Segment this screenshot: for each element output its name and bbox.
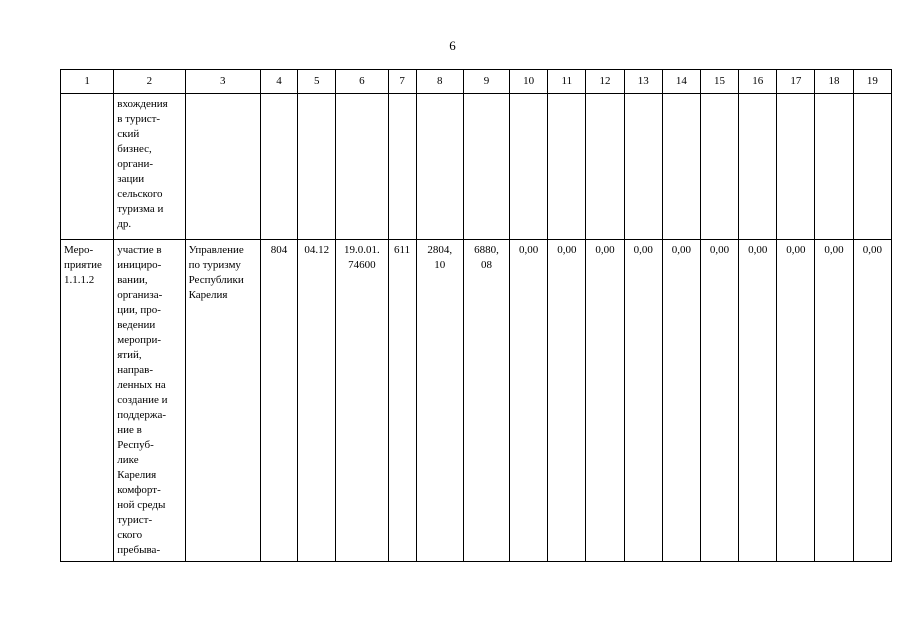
column-header: 4 — [260, 70, 297, 94]
column-header: 19 — [853, 70, 891, 94]
column-header: 9 — [463, 70, 509, 94]
column-header: 13 — [624, 70, 662, 94]
table-header-row — [61, 70, 892, 94]
table-cell: Меро- приятие 1.1.1.2 — [61, 240, 114, 562]
table-cell: 0,00 — [853, 240, 891, 562]
table-cell: 04.12 — [298, 240, 336, 562]
column-header: 1 — [61, 70, 114, 94]
table-row — [61, 240, 892, 562]
table-cell — [336, 94, 388, 240]
table-cell: 611 — [388, 240, 416, 562]
table-cell — [700, 94, 738, 240]
table-cell — [298, 94, 336, 240]
column-header: 10 — [510, 70, 548, 94]
table-cell — [739, 94, 777, 240]
column-header: 18 — [815, 70, 853, 94]
table-cell — [463, 94, 509, 240]
table-cell — [815, 94, 853, 240]
column-header: 17 — [777, 70, 815, 94]
table-cell: вхождения в турист- ский бизнес, органи- зации сельского туризма и др. — [114, 94, 185, 240]
table-cell — [777, 94, 815, 240]
table-cell: 19.0.01. 74600 — [336, 240, 388, 562]
table-cell — [61, 94, 114, 240]
table-row — [61, 94, 892, 240]
column-header: 8 — [416, 70, 463, 94]
table-cell — [662, 94, 700, 240]
column-header: 16 — [739, 70, 777, 94]
table-cell: 0,00 — [777, 240, 815, 562]
column-header: 7 — [388, 70, 416, 94]
column-header: 5 — [298, 70, 336, 94]
column-header: 3 — [185, 70, 260, 94]
table-cell: участие в инициро- вании, организа- ции, про- ведении меропри- ятий, направ- ленных на создание и поддержа- ние в Респуб- лике Карелия комфорт- ной среды турист- ского пребыва- — [114, 240, 185, 562]
column-header: 15 — [700, 70, 738, 94]
table-cell: 2804, 10 — [416, 240, 463, 562]
table-cell — [586, 94, 624, 240]
table-cell — [853, 94, 891, 240]
table-cell: 0,00 — [510, 240, 548, 562]
column-header: 14 — [662, 70, 700, 94]
table-cell — [416, 94, 463, 240]
page-number: 6 — [449, 38, 456, 53]
column-header: 11 — [548, 70, 586, 94]
table-cell — [388, 94, 416, 240]
budget-table — [60, 69, 892, 562]
table-cell: 0,00 — [662, 240, 700, 562]
column-header: 6 — [336, 70, 388, 94]
column-header: 2 — [114, 70, 185, 94]
table-cell: 6880, 08 — [463, 240, 509, 562]
table-cell — [260, 94, 297, 240]
table-cell: 0,00 — [815, 240, 853, 562]
table-cell: 0,00 — [548, 240, 586, 562]
table-cell: 804 — [260, 240, 297, 562]
table-cell: 0,00 — [624, 240, 662, 562]
table-cell — [510, 94, 548, 240]
table-cell: 0,00 — [700, 240, 738, 562]
table-cell — [185, 94, 260, 240]
table-cell: Управление по туризму Республики Карелия — [185, 240, 260, 562]
column-header: 12 — [586, 70, 624, 94]
table-cell — [624, 94, 662, 240]
table-cell: 0,00 — [739, 240, 777, 562]
table-cell — [548, 94, 586, 240]
table-cell: 0,00 — [586, 240, 624, 562]
